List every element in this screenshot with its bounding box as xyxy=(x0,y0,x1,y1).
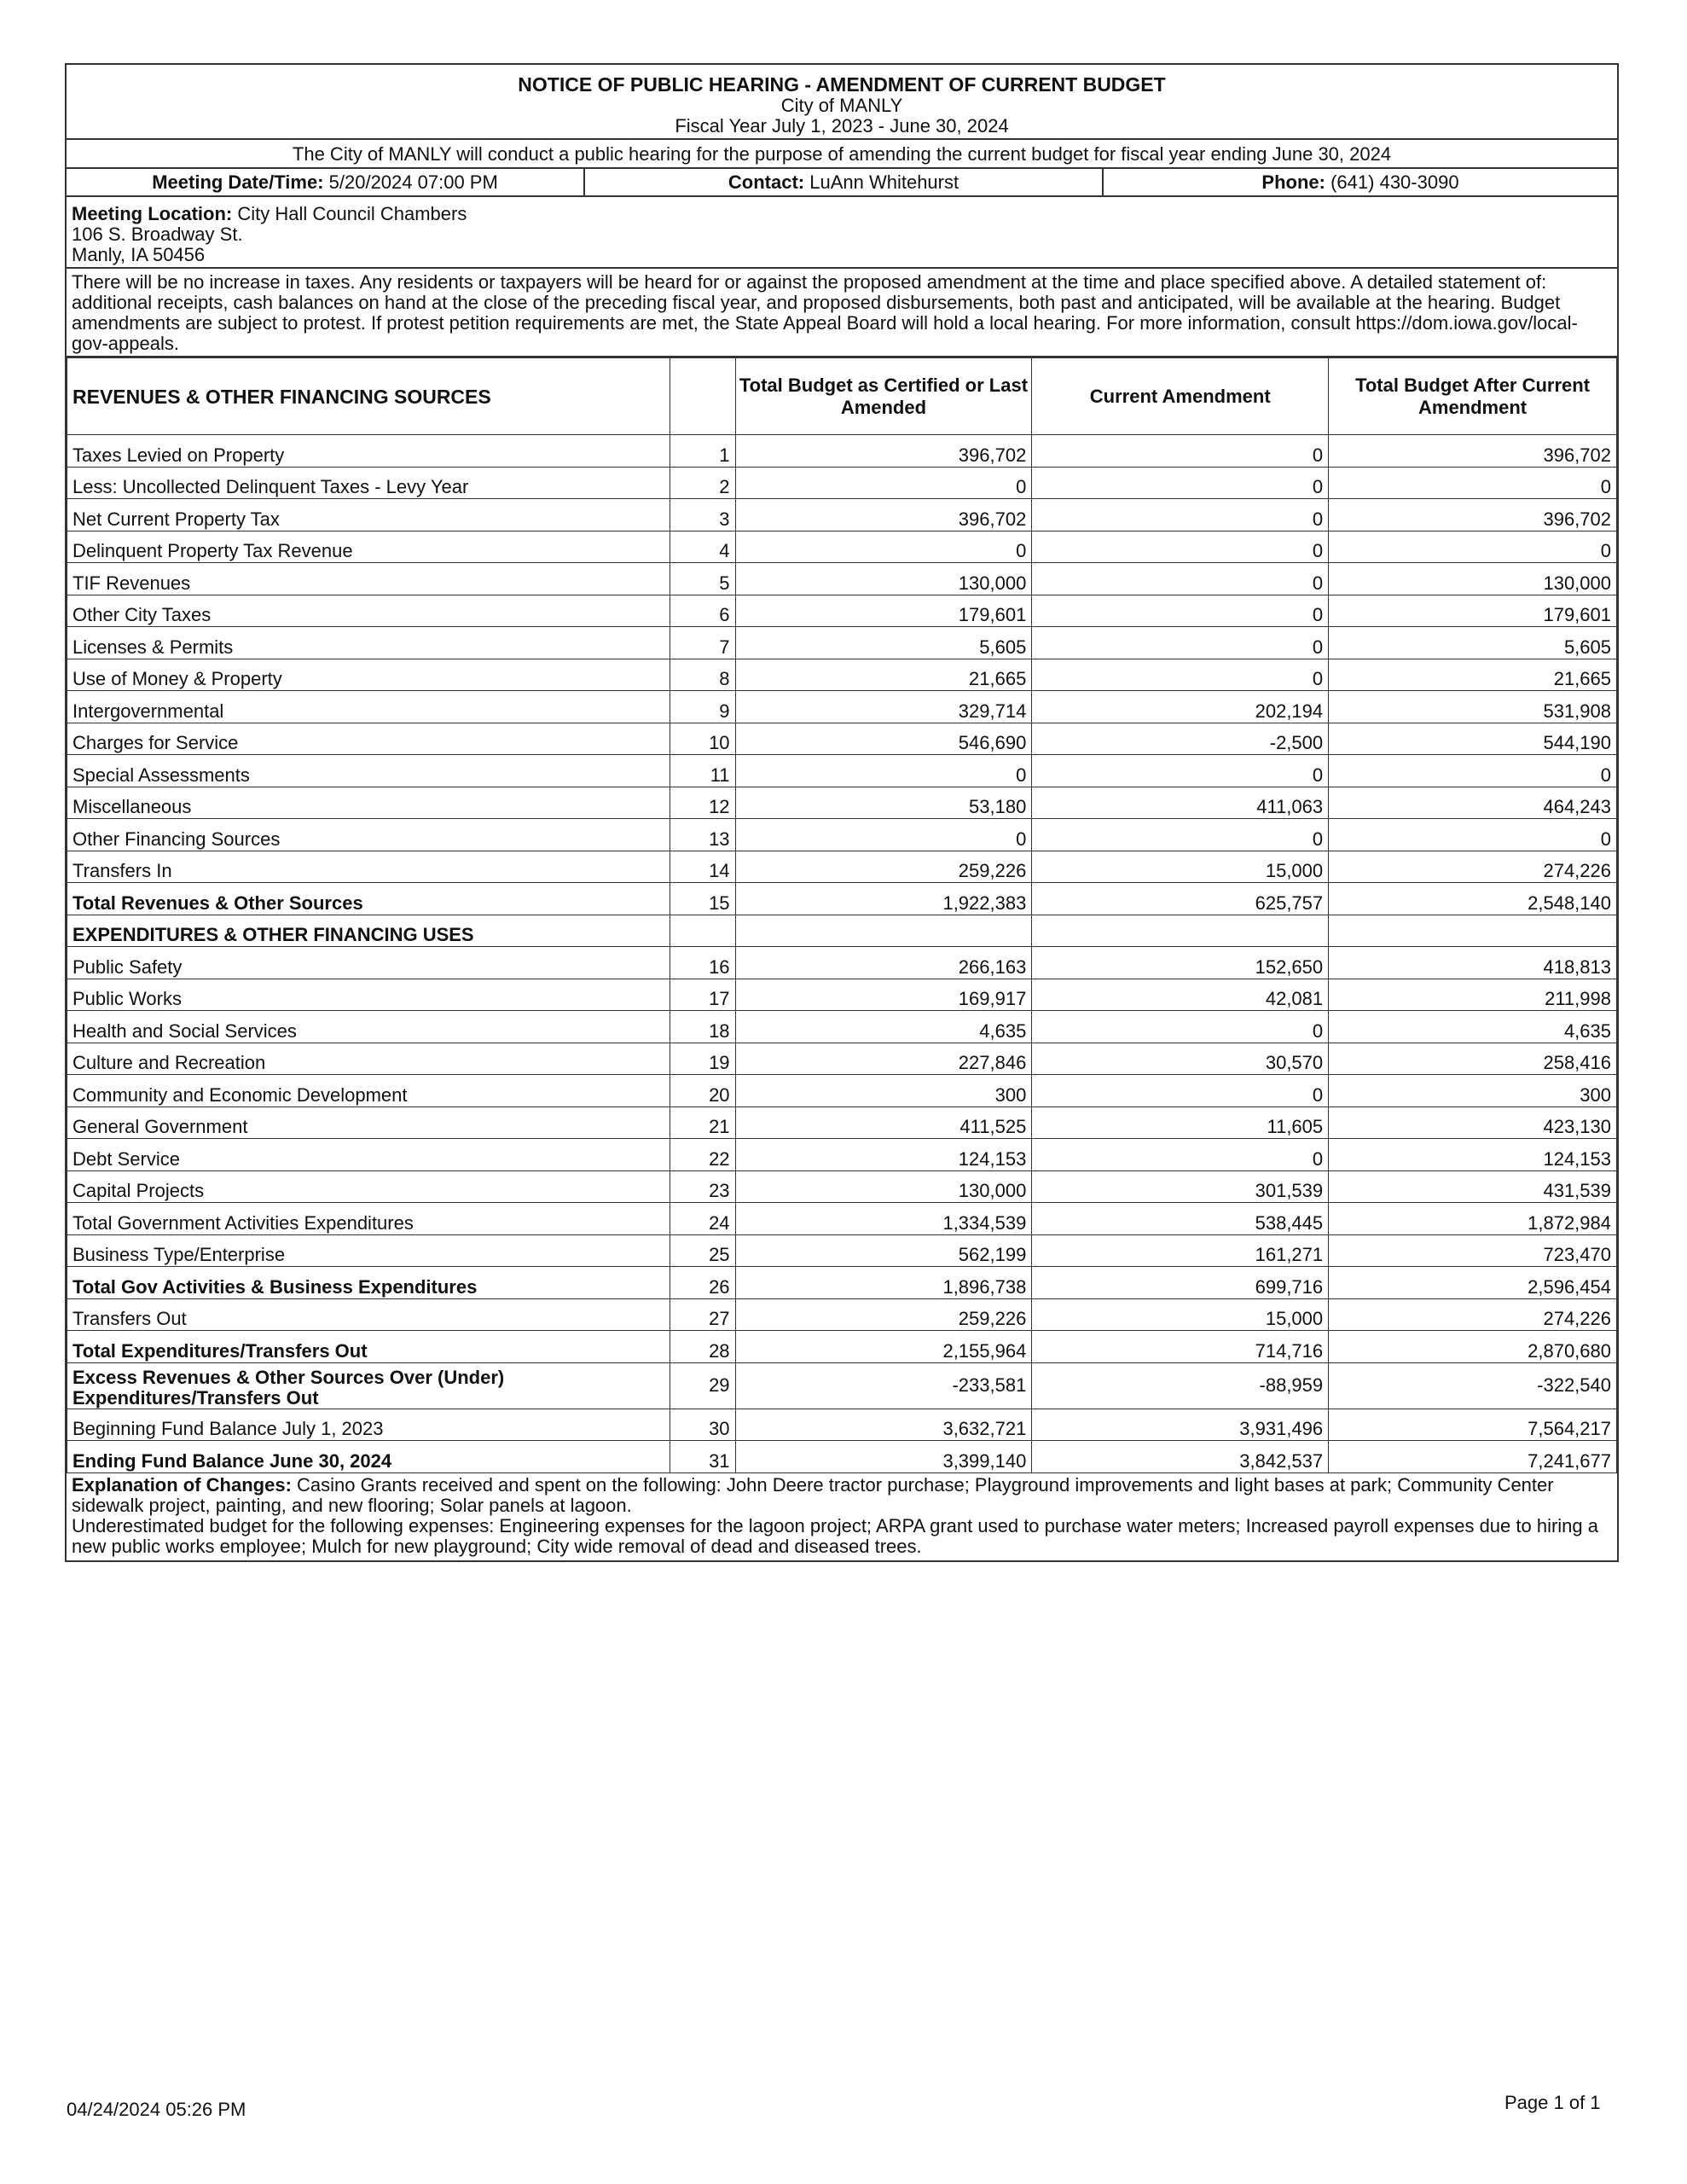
page-number: Page 1 of 1 xyxy=(1504,2092,1601,2113)
row-number: 7 xyxy=(670,627,735,659)
amendment-value: -88,959 xyxy=(1032,1362,1329,1409)
meeting-phone xyxy=(1104,169,1617,195)
expenditures-section-row xyxy=(67,915,1617,947)
amendment-value: 0 xyxy=(1032,755,1329,787)
amendment-value: 3,931,496 xyxy=(1032,1409,1329,1441)
col-amendment-header: Current Amendment xyxy=(1032,358,1329,435)
amendment-value: 0 xyxy=(1032,1139,1329,1171)
after-value: 2,548,140 xyxy=(1329,883,1617,915)
table-header-row xyxy=(67,358,1617,435)
row-number: 1 xyxy=(670,435,735,468)
table-row xyxy=(67,531,1617,563)
amendment-value: 0 xyxy=(1032,531,1329,563)
row-number: 17 xyxy=(670,979,735,1011)
budget-value: 227,846 xyxy=(735,1043,1032,1075)
amendment-value: 0 xyxy=(1032,595,1329,627)
amendment-value: 0 xyxy=(1032,1011,1329,1043)
contact-value: LuAnn Whitehurst xyxy=(809,171,959,193)
location-line2: 106 S. Broadway St. xyxy=(72,224,243,245)
budget-value: 411,525 xyxy=(735,1107,1032,1139)
meeting-date-value: 5/20/2024 07:00 PM xyxy=(328,171,498,193)
after-value: -322,540 xyxy=(1329,1362,1617,1409)
row-number: 27 xyxy=(670,1298,735,1331)
table-row xyxy=(67,1441,1617,1473)
amendment-value: 538,445 xyxy=(1032,1203,1329,1235)
table-row xyxy=(67,755,1617,787)
table-row xyxy=(67,563,1617,595)
row-number: 9 xyxy=(670,691,735,723)
budget-value: 124,153 xyxy=(735,1139,1032,1171)
meeting-date-label: Meeting Date/Time: xyxy=(152,171,324,193)
table-row xyxy=(67,723,1617,755)
row-label: Community and Economic Development xyxy=(67,1075,670,1107)
budget-value: 300 xyxy=(735,1075,1032,1107)
after-value: 211,998 xyxy=(1329,979,1617,1011)
row-number: 28 xyxy=(670,1331,735,1363)
row-number: 23 xyxy=(670,1170,735,1203)
row-label: Total Government Activities Expenditures xyxy=(67,1203,670,1235)
line-number-header xyxy=(670,358,735,435)
amendment-value: 3,842,537 xyxy=(1032,1441,1329,1473)
row-number: 30 xyxy=(670,1409,735,1441)
after-value: 396,702 xyxy=(1329,499,1617,531)
empty-cell xyxy=(1329,915,1617,947)
row-label: Intergovernmental xyxy=(67,691,670,723)
table-row xyxy=(67,979,1617,1011)
meeting-location xyxy=(67,197,1617,269)
row-number: 29 xyxy=(670,1362,735,1409)
row-label: TIF Revenues xyxy=(67,563,670,595)
notice-title: NOTICE OF PUBLIC HEARING - AMENDMENT OF CURRENT BUDGET xyxy=(518,73,1166,96)
table-row xyxy=(67,1011,1617,1043)
table-row xyxy=(67,947,1617,979)
table-row xyxy=(67,883,1617,915)
row-label: Taxes Levied on Property xyxy=(67,435,670,468)
table-row xyxy=(67,1107,1617,1139)
budget-value: 2,155,964 xyxy=(735,1331,1032,1363)
table-row xyxy=(67,1043,1617,1075)
after-value: 7,564,217 xyxy=(1329,1409,1617,1441)
meeting-date xyxy=(67,169,585,195)
row-label: Total Expenditures/Transfers Out xyxy=(67,1331,670,1363)
notice-text: There will be no increase in taxes. Any residents or taxpayers will be heard for or against the proposed amendment at the time and place specified above. A detailed statement of: additional receipts, cash balances on hand at the close of the preceding fiscal year, and proposed disbursements, both past and anticipated, will be available at the hearing. Budget amendments are subject to protest. If protest petition requirements are met, the State Appeal Board will hold a local hearing. For more information, consult https://dom.iowa.gov/local-gov-appeals. xyxy=(67,269,1617,357)
budget-value: 546,690 xyxy=(735,723,1032,755)
row-number: 20 xyxy=(670,1075,735,1107)
after-value: 1,872,984 xyxy=(1329,1203,1617,1235)
row-label: Transfers In xyxy=(67,851,670,883)
amendment-value: 30,570 xyxy=(1032,1043,1329,1075)
row-number: 21 xyxy=(670,1107,735,1139)
revenues-section-heading: REVENUES & OTHER FINANCING SOURCES xyxy=(67,358,670,435)
row-label: Other City Taxes xyxy=(67,595,670,627)
row-label: Health and Social Services xyxy=(67,1011,670,1043)
after-value: 7,241,677 xyxy=(1329,1441,1617,1473)
row-label: General Government xyxy=(67,1107,670,1139)
after-value: 0 xyxy=(1329,531,1617,563)
print-timestamp: 04/24/2024 05:26 PM xyxy=(67,2099,246,2120)
row-label: Beginning Fund Balance July 1, 2023 xyxy=(67,1409,670,1441)
row-label: Business Type/Enterprise xyxy=(67,1234,670,1267)
explanation-text1: Casino Grants received and spent on the following: John Deere tractor purchase; Playground improvements and light bases at park; Community Center sidewalk project, painting, and new flooring; Solar panels at lagoon. xyxy=(72,1473,1554,1516)
table-row xyxy=(67,787,1617,819)
row-number: 10 xyxy=(670,723,735,755)
budget-value: 259,226 xyxy=(735,851,1032,883)
budget-value: 53,180 xyxy=(735,787,1032,819)
empty-cell xyxy=(735,915,1032,947)
row-label: Ending Fund Balance June 30, 2024 xyxy=(67,1441,670,1473)
amendment-value: 0 xyxy=(1032,659,1329,691)
amendment-value: 301,539 xyxy=(1032,1170,1329,1203)
after-value: 464,243 xyxy=(1329,787,1617,819)
table-row xyxy=(67,1139,1617,1171)
row-label: Excess Revenues & Other Sources Over (Under) Expenditures/Transfers Out xyxy=(67,1362,670,1409)
phone-label: Phone: xyxy=(1261,171,1325,193)
row-label: Transfers Out xyxy=(67,1298,670,1331)
row-label: Less: Uncollected Delinquent Taxes - Levy Year xyxy=(67,467,670,499)
table-row xyxy=(67,1203,1617,1235)
budget-value: 1,922,383 xyxy=(735,883,1032,915)
budget-value: 130,000 xyxy=(735,1170,1032,1203)
amendment-value: 0 xyxy=(1032,499,1329,531)
hearing-purpose: The City of MANLY will conduct a public hearing for the purpose of amending the current budget for fiscal year ending June 30, 2024 xyxy=(67,140,1617,169)
table-row xyxy=(67,595,1617,627)
row-label: Total Gov Activities & Business Expenditures xyxy=(67,1267,670,1299)
table-row xyxy=(67,691,1617,723)
col-after-header: Total Budget After Current Amendment xyxy=(1329,358,1617,435)
budget-value: -233,581 xyxy=(735,1362,1032,1409)
table-row xyxy=(67,1234,1617,1267)
amendment-value: 0 xyxy=(1032,435,1329,468)
meeting-info-row xyxy=(67,169,1617,197)
budget-value: 329,714 xyxy=(735,691,1032,723)
row-label: Total Revenues & Other Sources xyxy=(67,883,670,915)
row-number: 18 xyxy=(670,1011,735,1043)
contact-label: Contact: xyxy=(728,171,805,193)
row-label: Capital Projects xyxy=(67,1170,670,1203)
row-number: 11 xyxy=(670,755,735,787)
budget-value: 259,226 xyxy=(735,1298,1032,1331)
amendment-value: 0 xyxy=(1032,819,1329,851)
after-value: 124,153 xyxy=(1329,1139,1617,1171)
after-value: 531,908 xyxy=(1329,691,1617,723)
budget-value: 396,702 xyxy=(735,499,1032,531)
amendment-value: 714,716 xyxy=(1032,1331,1329,1363)
budget-value: 562,199 xyxy=(735,1234,1032,1267)
after-value: 21,665 xyxy=(1329,659,1617,691)
row-number: 5 xyxy=(670,563,735,595)
fiscal-year: Fiscal Year July 1, 2023 - June 30, 2024 xyxy=(675,115,1009,136)
budget-value: 3,399,140 xyxy=(735,1441,1032,1473)
amendment-value: 152,650 xyxy=(1032,947,1329,979)
after-value: 723,470 xyxy=(1329,1234,1617,1267)
amendment-value: 0 xyxy=(1032,467,1329,499)
budget-value: 396,702 xyxy=(735,435,1032,468)
amendment-value: 42,081 xyxy=(1032,979,1329,1011)
table-row xyxy=(67,1331,1617,1363)
explanation-text2: Underestimated budget for the following expenses: Engineering expenses for the lagoon project; ARPA grant used to purchase water meters; Increased payroll expenses due to hiring a new public works employee; Mulch for new playground; City wide removal of dead and diseased trees. xyxy=(72,1514,1599,1557)
amendment-value: 15,000 xyxy=(1032,1298,1329,1331)
table-row xyxy=(67,1409,1617,1441)
budget-value: 179,601 xyxy=(735,595,1032,627)
amendment-value: 0 xyxy=(1032,1075,1329,1107)
budget-table xyxy=(67,357,1617,1473)
after-value: 396,702 xyxy=(1329,435,1617,468)
after-value: 179,601 xyxy=(1329,595,1617,627)
budget-value: 21,665 xyxy=(735,659,1032,691)
amendment-value: 161,271 xyxy=(1032,1234,1329,1267)
budget-table-body xyxy=(67,435,1617,1473)
after-value: 274,226 xyxy=(1329,851,1617,883)
budget-value: 266,163 xyxy=(735,947,1032,979)
after-value: 274,226 xyxy=(1329,1298,1617,1331)
table-row xyxy=(67,467,1617,499)
budget-value: 0 xyxy=(735,755,1032,787)
location-line1: City Hall Council Chambers xyxy=(237,203,467,224)
amendment-value: 15,000 xyxy=(1032,851,1329,883)
row-label: Debt Service xyxy=(67,1139,670,1171)
explanation-of-changes xyxy=(67,1473,1617,1560)
after-value: 431,539 xyxy=(1329,1170,1617,1203)
after-value: 2,596,454 xyxy=(1329,1267,1617,1299)
budget-notice xyxy=(65,63,1619,1562)
budget-value: 1,334,539 xyxy=(735,1203,1032,1235)
row-label: Miscellaneous xyxy=(67,787,670,819)
row-number: 6 xyxy=(670,595,735,627)
after-value: 0 xyxy=(1329,467,1617,499)
budget-value: 169,917 xyxy=(735,979,1032,1011)
after-value: 4,635 xyxy=(1329,1011,1617,1043)
amendment-value: 625,757 xyxy=(1032,883,1329,915)
table-row xyxy=(67,435,1617,468)
amendment-value: 0 xyxy=(1032,563,1329,595)
row-label: Other Financing Sources xyxy=(67,819,670,851)
amendment-value: 0 xyxy=(1032,627,1329,659)
after-value: 423,130 xyxy=(1329,1107,1617,1139)
budget-value: 0 xyxy=(735,531,1032,563)
amendment-value: -2,500 xyxy=(1032,723,1329,755)
empty-cell xyxy=(1032,915,1329,947)
meeting-contact xyxy=(585,169,1104,195)
budget-value: 0 xyxy=(735,819,1032,851)
row-number: 22 xyxy=(670,1139,735,1171)
location-label: Meeting Location: xyxy=(72,203,233,224)
row-number: 25 xyxy=(670,1234,735,1267)
budget-value: 3,632,721 xyxy=(735,1409,1032,1441)
row-label: Delinquent Property Tax Revenue xyxy=(67,531,670,563)
amendment-value: 411,063 xyxy=(1032,787,1329,819)
row-number: 24 xyxy=(670,1203,735,1235)
after-value: 258,416 xyxy=(1329,1043,1617,1075)
col-budget-header: Total Budget as Certified or Last Amended xyxy=(735,358,1032,435)
budget-value: 1,896,738 xyxy=(735,1267,1032,1299)
row-number: 8 xyxy=(670,659,735,691)
after-value: 544,190 xyxy=(1329,723,1617,755)
row-number: 13 xyxy=(670,819,735,851)
amendment-value: 202,194 xyxy=(1032,691,1329,723)
table-row xyxy=(67,499,1617,531)
after-value: 2,870,680 xyxy=(1329,1331,1617,1363)
budget-value: 4,635 xyxy=(735,1011,1032,1043)
row-label: Use of Money & Property xyxy=(67,659,670,691)
after-value: 418,813 xyxy=(1329,947,1617,979)
budget-value: 5,605 xyxy=(735,627,1032,659)
row-number: 14 xyxy=(670,851,735,883)
row-label: Charges for Service xyxy=(67,723,670,755)
budget-value: 130,000 xyxy=(735,563,1032,595)
row-label: Net Current Property Tax xyxy=(67,499,670,531)
row-number: 16 xyxy=(670,947,735,979)
amendment-value: 11,605 xyxy=(1032,1107,1329,1139)
table-row xyxy=(67,1170,1617,1203)
after-value: 0 xyxy=(1329,819,1617,851)
row-number: 4 xyxy=(670,531,735,563)
location-line3: Manly, IA 50456 xyxy=(72,244,206,265)
amendment-value: 699,716 xyxy=(1032,1267,1329,1299)
expenditures-section-heading: EXPENDITURES & OTHER FINANCING USES xyxy=(67,915,670,947)
after-value: 0 xyxy=(1329,755,1617,787)
row-label: Special Assessments xyxy=(67,755,670,787)
row-number: 2 xyxy=(670,467,735,499)
row-number: 3 xyxy=(670,499,735,531)
table-row xyxy=(67,1075,1617,1107)
row-number: 15 xyxy=(670,883,735,915)
row-label: Public Works xyxy=(67,979,670,1011)
row-label: Public Safety xyxy=(67,947,670,979)
row-number: 31 xyxy=(670,1441,735,1473)
row-number: 26 xyxy=(670,1267,735,1299)
city-name: City of MANLY xyxy=(780,95,903,116)
row-label: Culture and Recreation xyxy=(67,1043,670,1075)
row-number: 12 xyxy=(670,787,735,819)
row-label: Licenses & Permits xyxy=(67,627,670,659)
budget-value: 0 xyxy=(735,467,1032,499)
table-row xyxy=(67,1298,1617,1331)
after-value: 300 xyxy=(1329,1075,1617,1107)
empty-cell xyxy=(670,915,735,947)
table-row xyxy=(67,819,1617,851)
phone-value: (641) 430-3090 xyxy=(1330,171,1459,193)
table-row xyxy=(67,659,1617,691)
table-row xyxy=(67,1267,1617,1299)
after-value: 5,605 xyxy=(1329,627,1617,659)
table-row xyxy=(67,1362,1617,1409)
explanation-label: Explanation of Changes: xyxy=(72,1473,292,1496)
notice-header xyxy=(67,65,1617,140)
after-value: 130,000 xyxy=(1329,563,1617,595)
table-row xyxy=(67,851,1617,883)
row-number: 19 xyxy=(670,1043,735,1075)
table-row xyxy=(67,627,1617,659)
